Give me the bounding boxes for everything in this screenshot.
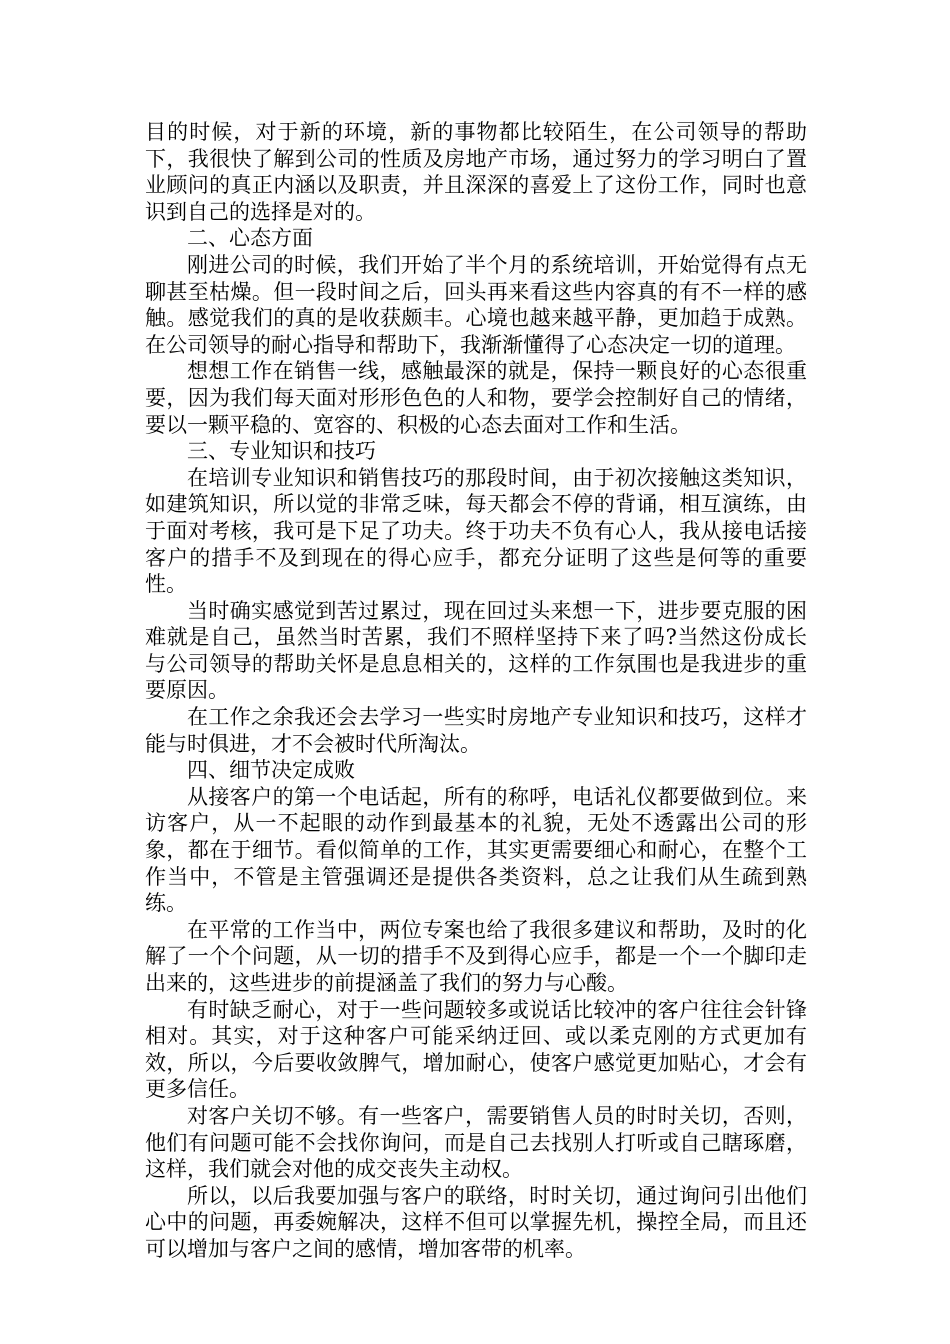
section-heading-mindset: 二、心态方面 [187, 226, 313, 251]
paragraph-knowledge: 在培训专业知识和销售技巧的那段时间，由于初次接触这类知识，如建筑知识，所以觉的非常乏味，每天都会不停的背诵，相互演练，由于面对考核，我可是下足了功夫。终于功夫不负有心人，我从接电话接客户的措手不及到现在的得心应手，都充分证明了这些是何等的重要性。 [145, 465, 807, 597]
paragraph-advice: 在平常的工作当中，两位专案也给了我很多建议和帮助，及时的化解了一个个问题，从一切的措手不及到得心应手，都是一个一个脚印走出来的，这些进步的前提涵盖了我们的努力与心酸。 [145, 917, 807, 995]
section-heading-skills: 三、专业知识和技巧 [187, 439, 376, 464]
paragraph-care: 对客户关切不够。有一些客户，需要销售人员的时时关切，否则，他们有问题可能不会找你询问，而是自己去找别人打听或自己瞎琢磨，这样，我们就会对他的成交丧失主动权。 [145, 1103, 807, 1182]
paragraph-attitude: 想想工作在销售一线，感触最深的就是，保持一颗良好的心态很重要，因为我们每天面对形形色色的人和物，要学会控制好自己的情绪，要以一颗平稳的、宽容的、积极的心态去面对工作和生活。 [145, 359, 807, 437]
paragraph-learning: 在工作之余我还会去学习一些实时房地产专业知识和技巧，这样才能与时俱进，才不会被时代所淘汰。 [145, 705, 807, 756]
document-page [145, 119, 807, 1263]
paragraph-etiquette: 从接客户的第一个电话起，所有的称呼，电话礼仪都要做到位。来访客户，从一不起眼的动作到最基本的礼貌，无处不透露出公司的形象，都在于细节。看似简单的工作，其实更需要细心和耐心，在整个工作当中，不管是主管强调还是提供各类资料，总之让我们从生疏到熟练。 [145, 784, 807, 916]
paragraph-hardship: 当时确实感觉到苦过累过，现在回过头来想一下，进步要克服的困难就是自己，虽然当时苦累，我们不照样坚持下来了吗?当然这份成长与公司领导的帮助关怀是息息相关的，这样的工作氛围也是我进步的重要原因。 [145, 598, 807, 703]
paragraph-intro-continuation: 目的时候，对于新的环境，新的事物都比较陌生，在公司领导的帮助下，我很快了解到公司的性质及房地产市场，通过努力的学习明白了置业顾问的真正内涵以及职责，并且深深的喜爱上了这份工作，同时也意识到自己的选择是对的。 [145, 120, 807, 224]
paragraph-training: 刚进公司的时候，我们开始了半个月的系统培训，开始觉得有点无聊甚至枯燥。但一段时间之后，回头再来看这些内容真的有不一样的感触。感觉我们的真的是收获颇丰。心境也越来越平静，更加趋于成熟。在公司领导的耐心指导和帮助下，我渐渐懂得了心态决定一切的道理。 [145, 252, 807, 357]
section-heading-details: 四、细节决定成败 [187, 758, 355, 783]
paragraph-patience: 有时缺乏耐心，对于一些问题较多或说话比较冲的客户往往会针锋相对。其实，对于这种客户可能采纳迂回、或以柔克刚的方式更加有效，所以，今后要收敛脾气，增加耐心，使客户感觉更加贴心，才会有更多信任。 [145, 997, 807, 1102]
paragraph-conclusion: 所以，以后我要加强与客户的联络，时时关切，通过询问引出他们心中的问题，再委婉解决，这样不但可以掌握先机，操控全局，而且还可以增加与客户之间的感情，增加客带的机率。 [145, 1183, 807, 1261]
